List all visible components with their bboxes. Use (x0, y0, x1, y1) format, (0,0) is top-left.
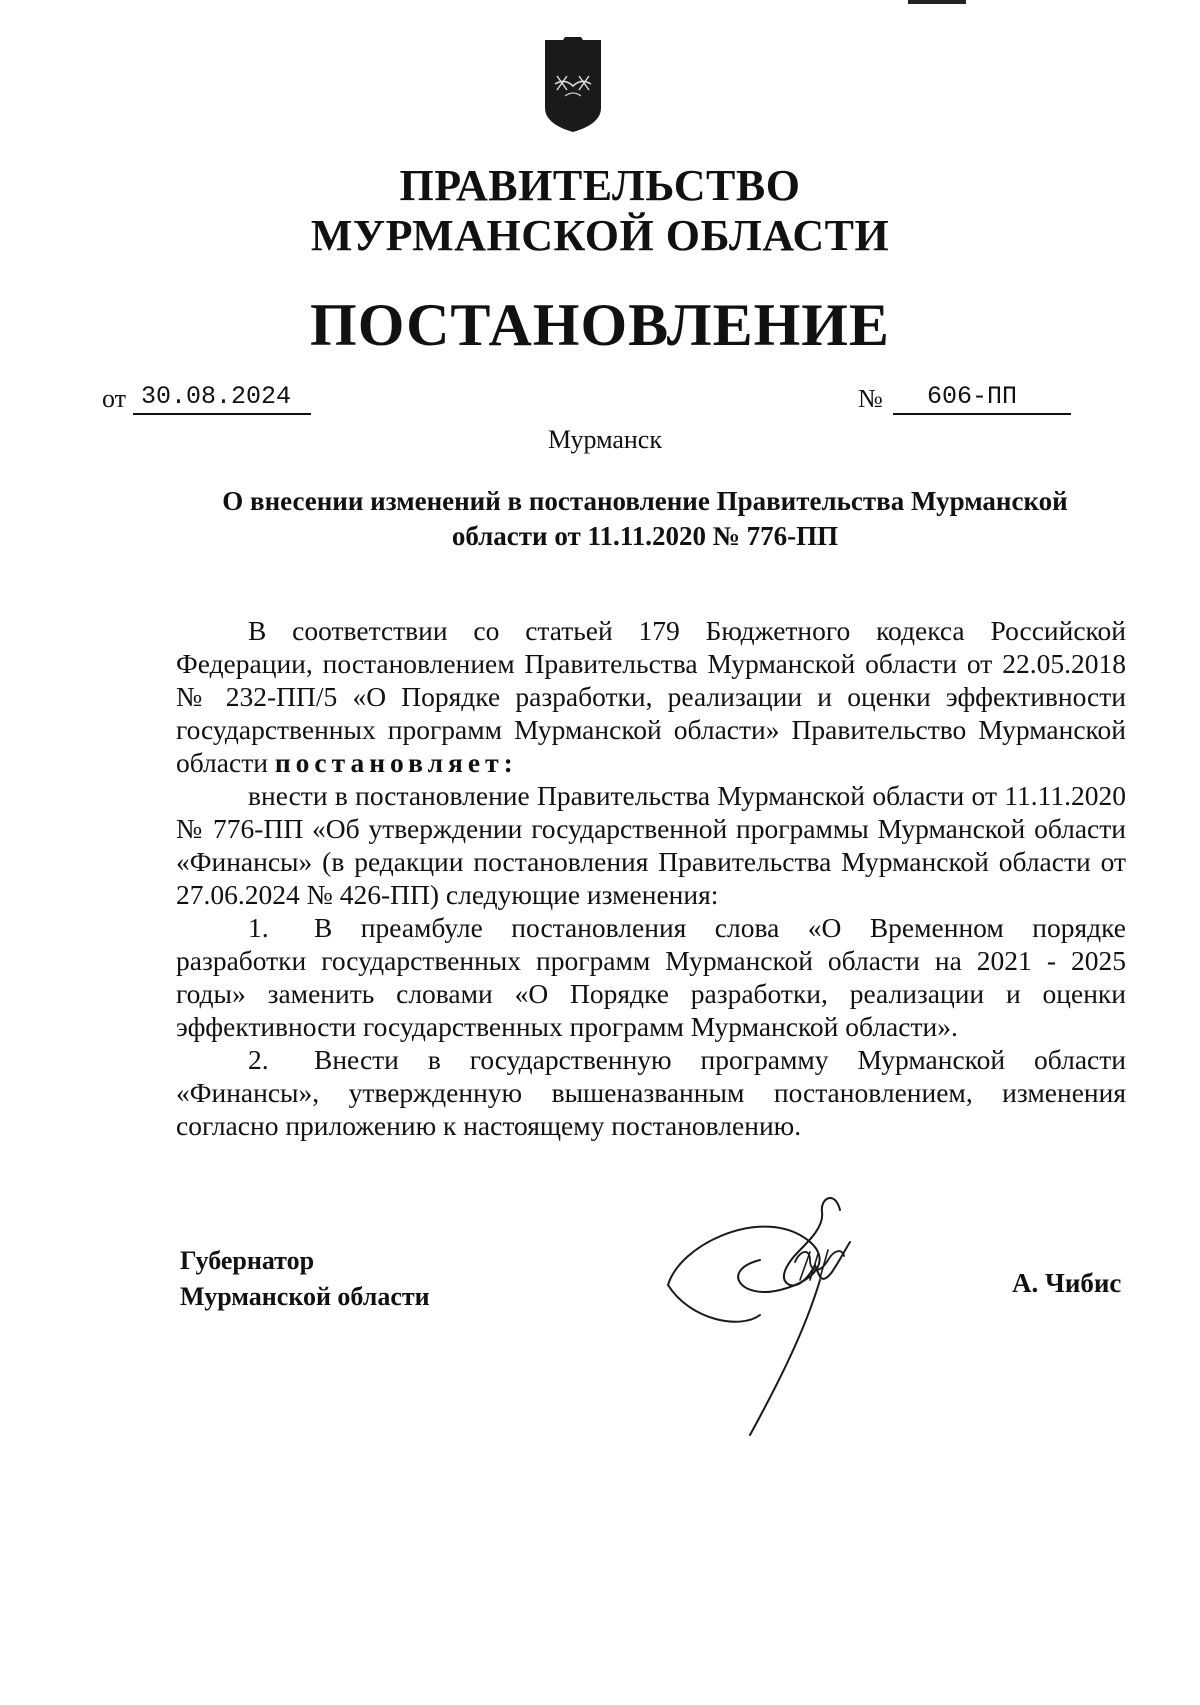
intro-paragraph: внести в постановление Правительства Мурманской области от 11.11.2020 № 776-ПП «Об утверждении государственной программы Мурманской области «Финансы» (в редакции постановления Правительства Мурманской области от 27.06.2024 № 426-ПП) следующие изменения: (176, 780, 1126, 910)
date-label: от (102, 384, 127, 413)
handwritten-signature-icon (660, 1190, 910, 1450)
government-title-line2: МУРМАНСКОЙ ОБЛАСТИ (310, 211, 890, 260)
preamble-paragraph (176, 614, 1126, 779)
scan-mark (908, 0, 966, 4)
list-item (176, 1043, 1126, 1142)
item-number: 1. (248, 912, 269, 943)
number-value: 606-ПП (893, 381, 1071, 415)
preamble-text: В соответствии со статьей 179 Бюджетного кодекса Российской Федерации, постановлением Правительства Мурманской области от 22.05.2018 № 232-ПП/5 «О Порядке разработки, реализации и оценки эффективности государственных программ Мурманской области» Правительство Мурманской области (176, 615, 1126, 778)
document-type: ПОСТАНОВЛЕНИЕ (310, 292, 890, 358)
document-subject (180, 484, 1110, 554)
signer-title-line1: Губернатор (180, 1246, 315, 1275)
coat-of-arms-icon (543, 36, 603, 134)
subject-line2: области от 11.11.2020 № 776-ПП (451, 521, 839, 551)
item-text: В преамбуле постановления слова «О Временном порядке разработки государственных программ Мурманской области на 2021 - 2025 годы» заменить словами «О Порядке разработки, реализации и оценки эффективности государственных программ Мурманской области». (176, 912, 1126, 1042)
signer-name: А. Чибис (1012, 1268, 1122, 1298)
signer-title (180, 1243, 430, 1315)
number-label: № (858, 384, 883, 413)
decree-word: постановляет: (274, 747, 518, 778)
item-text: Внести в государственную программу Мурманской области «Финансы», утвержденную вышеназванным постановлением, изменения согласно приложению к настоящему постановлению. (176, 1044, 1126, 1141)
subject-line1: О внесении изменений в постановление Правительства Мурманской (222, 486, 1068, 516)
date-value: 30.08.2024 (133, 381, 311, 415)
government-title-line1: ПРАВИТЕЛЬСТВО (399, 161, 801, 210)
item-number: 2. (248, 1044, 269, 1075)
signer-title-line2: Мурманской области (180, 1282, 430, 1311)
city: Мурманск (548, 425, 662, 454)
document-body (176, 614, 1126, 1142)
list-item (176, 911, 1126, 1043)
